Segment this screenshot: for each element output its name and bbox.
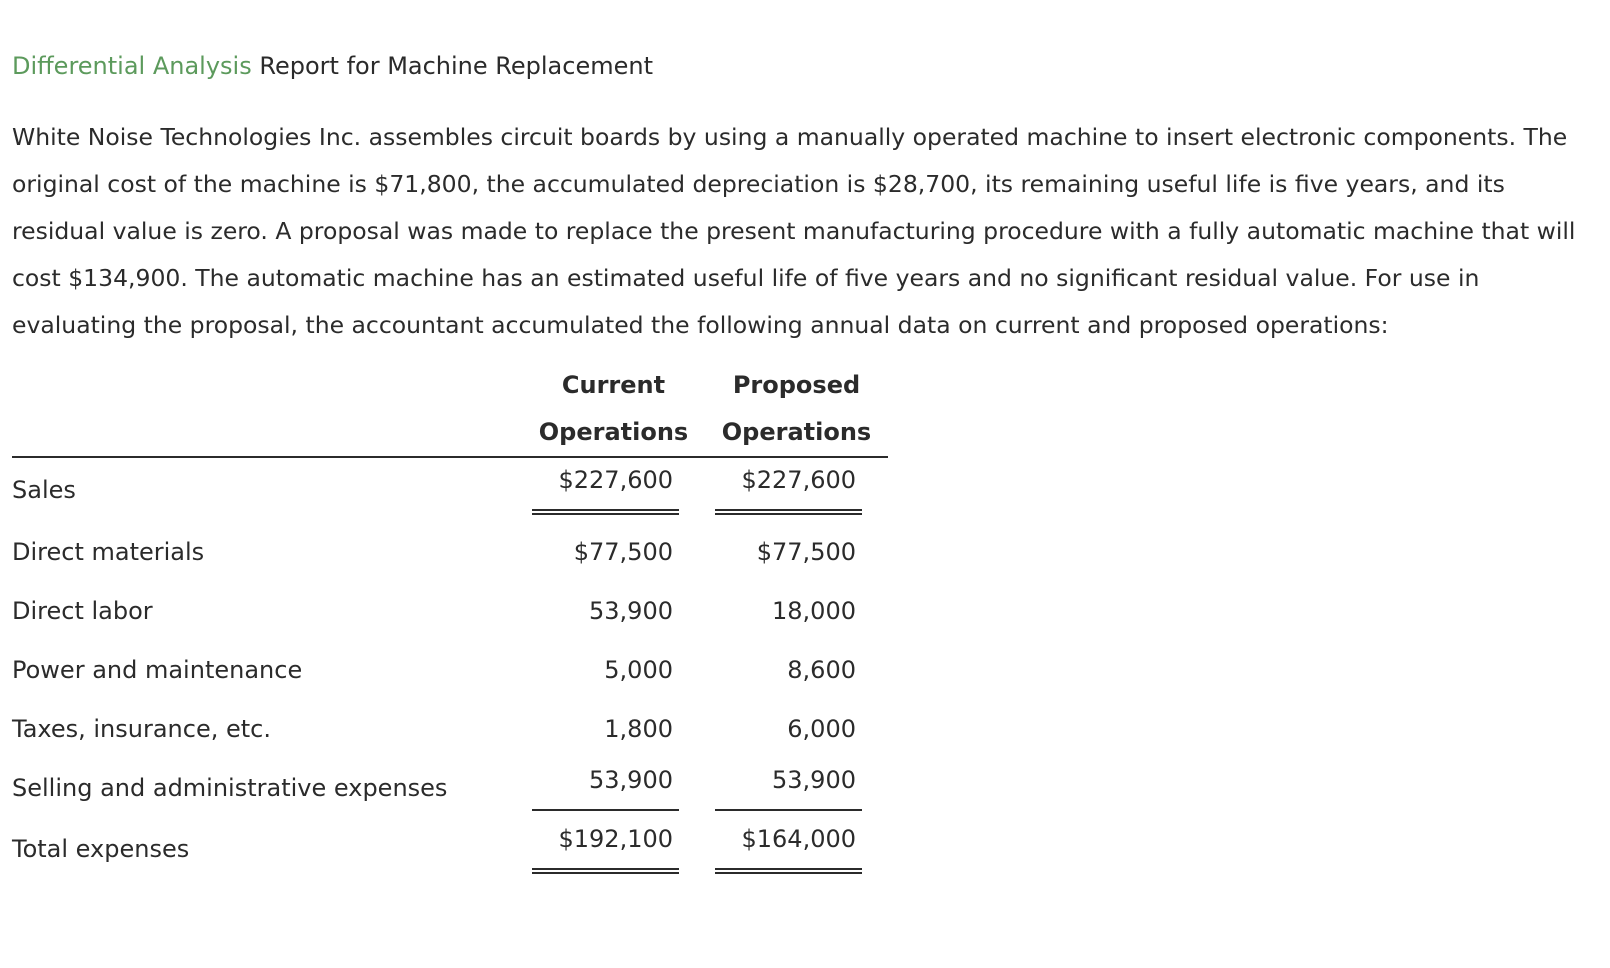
- proposed-value: $227,600: [715, 465, 862, 515]
- table-row: [12, 758, 888, 817]
- current-value: $77,500: [573, 537, 673, 566]
- current-value: 53,900: [589, 596, 673, 625]
- row-label: Total expenses: [12, 834, 190, 863]
- table-row: [12, 817, 888, 880]
- row-label: Direct labor: [12, 596, 153, 625]
- proposed-value: 53,900: [715, 765, 862, 811]
- header-label-blank-2: [12, 409, 522, 457]
- table-row: [12, 699, 888, 758]
- current-value: 5,000: [604, 655, 673, 684]
- header-current-line2: Operations: [522, 409, 705, 457]
- proposed-value: 8,600: [787, 655, 856, 684]
- proposed-value: $77,500: [756, 537, 856, 566]
- table-row: [12, 581, 888, 640]
- header-proposed-line2: Operations: [705, 409, 888, 457]
- row-label: Direct materials: [12, 537, 205, 566]
- header-current-line1: Current: [561, 371, 666, 399]
- report-title: [12, 50, 653, 82]
- current-value: 53,900: [532, 765, 679, 811]
- header-label-blank: [12, 362, 522, 409]
- row-label: Power and maintenance: [12, 655, 303, 684]
- operations-table: [12, 362, 888, 880]
- row-label: Taxes, insurance, etc.: [12, 714, 271, 743]
- proposed-value: 6,000: [787, 714, 856, 743]
- current-value: $227,600: [532, 465, 679, 515]
- table-row: [12, 522, 888, 581]
- proposed-value: $164,000: [715, 824, 862, 874]
- current-value: 1,800: [604, 714, 673, 743]
- report-title-text: Report for Machine Replacement: [259, 52, 653, 80]
- header-proposed-line1: Proposed: [732, 371, 861, 399]
- row-label: Selling and administrative expenses: [12, 773, 448, 802]
- current-value: $192,100: [532, 824, 679, 874]
- row-label: Sales: [12, 476, 76, 504]
- table-row: [12, 457, 888, 522]
- table-row: [12, 640, 888, 699]
- problem-description: White Noise Technologies Inc. assembles circuit boards by using a manually operated machine to insert electronic components. The original cost of the machine is $71,800, the accumulated depreciation is $28,700, its remaining useful life is five years, and its residual value is zero. A proposal was made to replace the present manufacturing procedure with a fully automatic machine that will cost $134,900. The automatic machine has an estimated useful life of five years and no significant residual value. For use in evaluating the proposal, the accountant accumulated the following annual data on current and proposed operations:: [12, 123, 1576, 339]
- differential-analysis-link[interactable]: Differential Analysis: [12, 52, 252, 80]
- proposed-value: 18,000: [772, 596, 856, 625]
